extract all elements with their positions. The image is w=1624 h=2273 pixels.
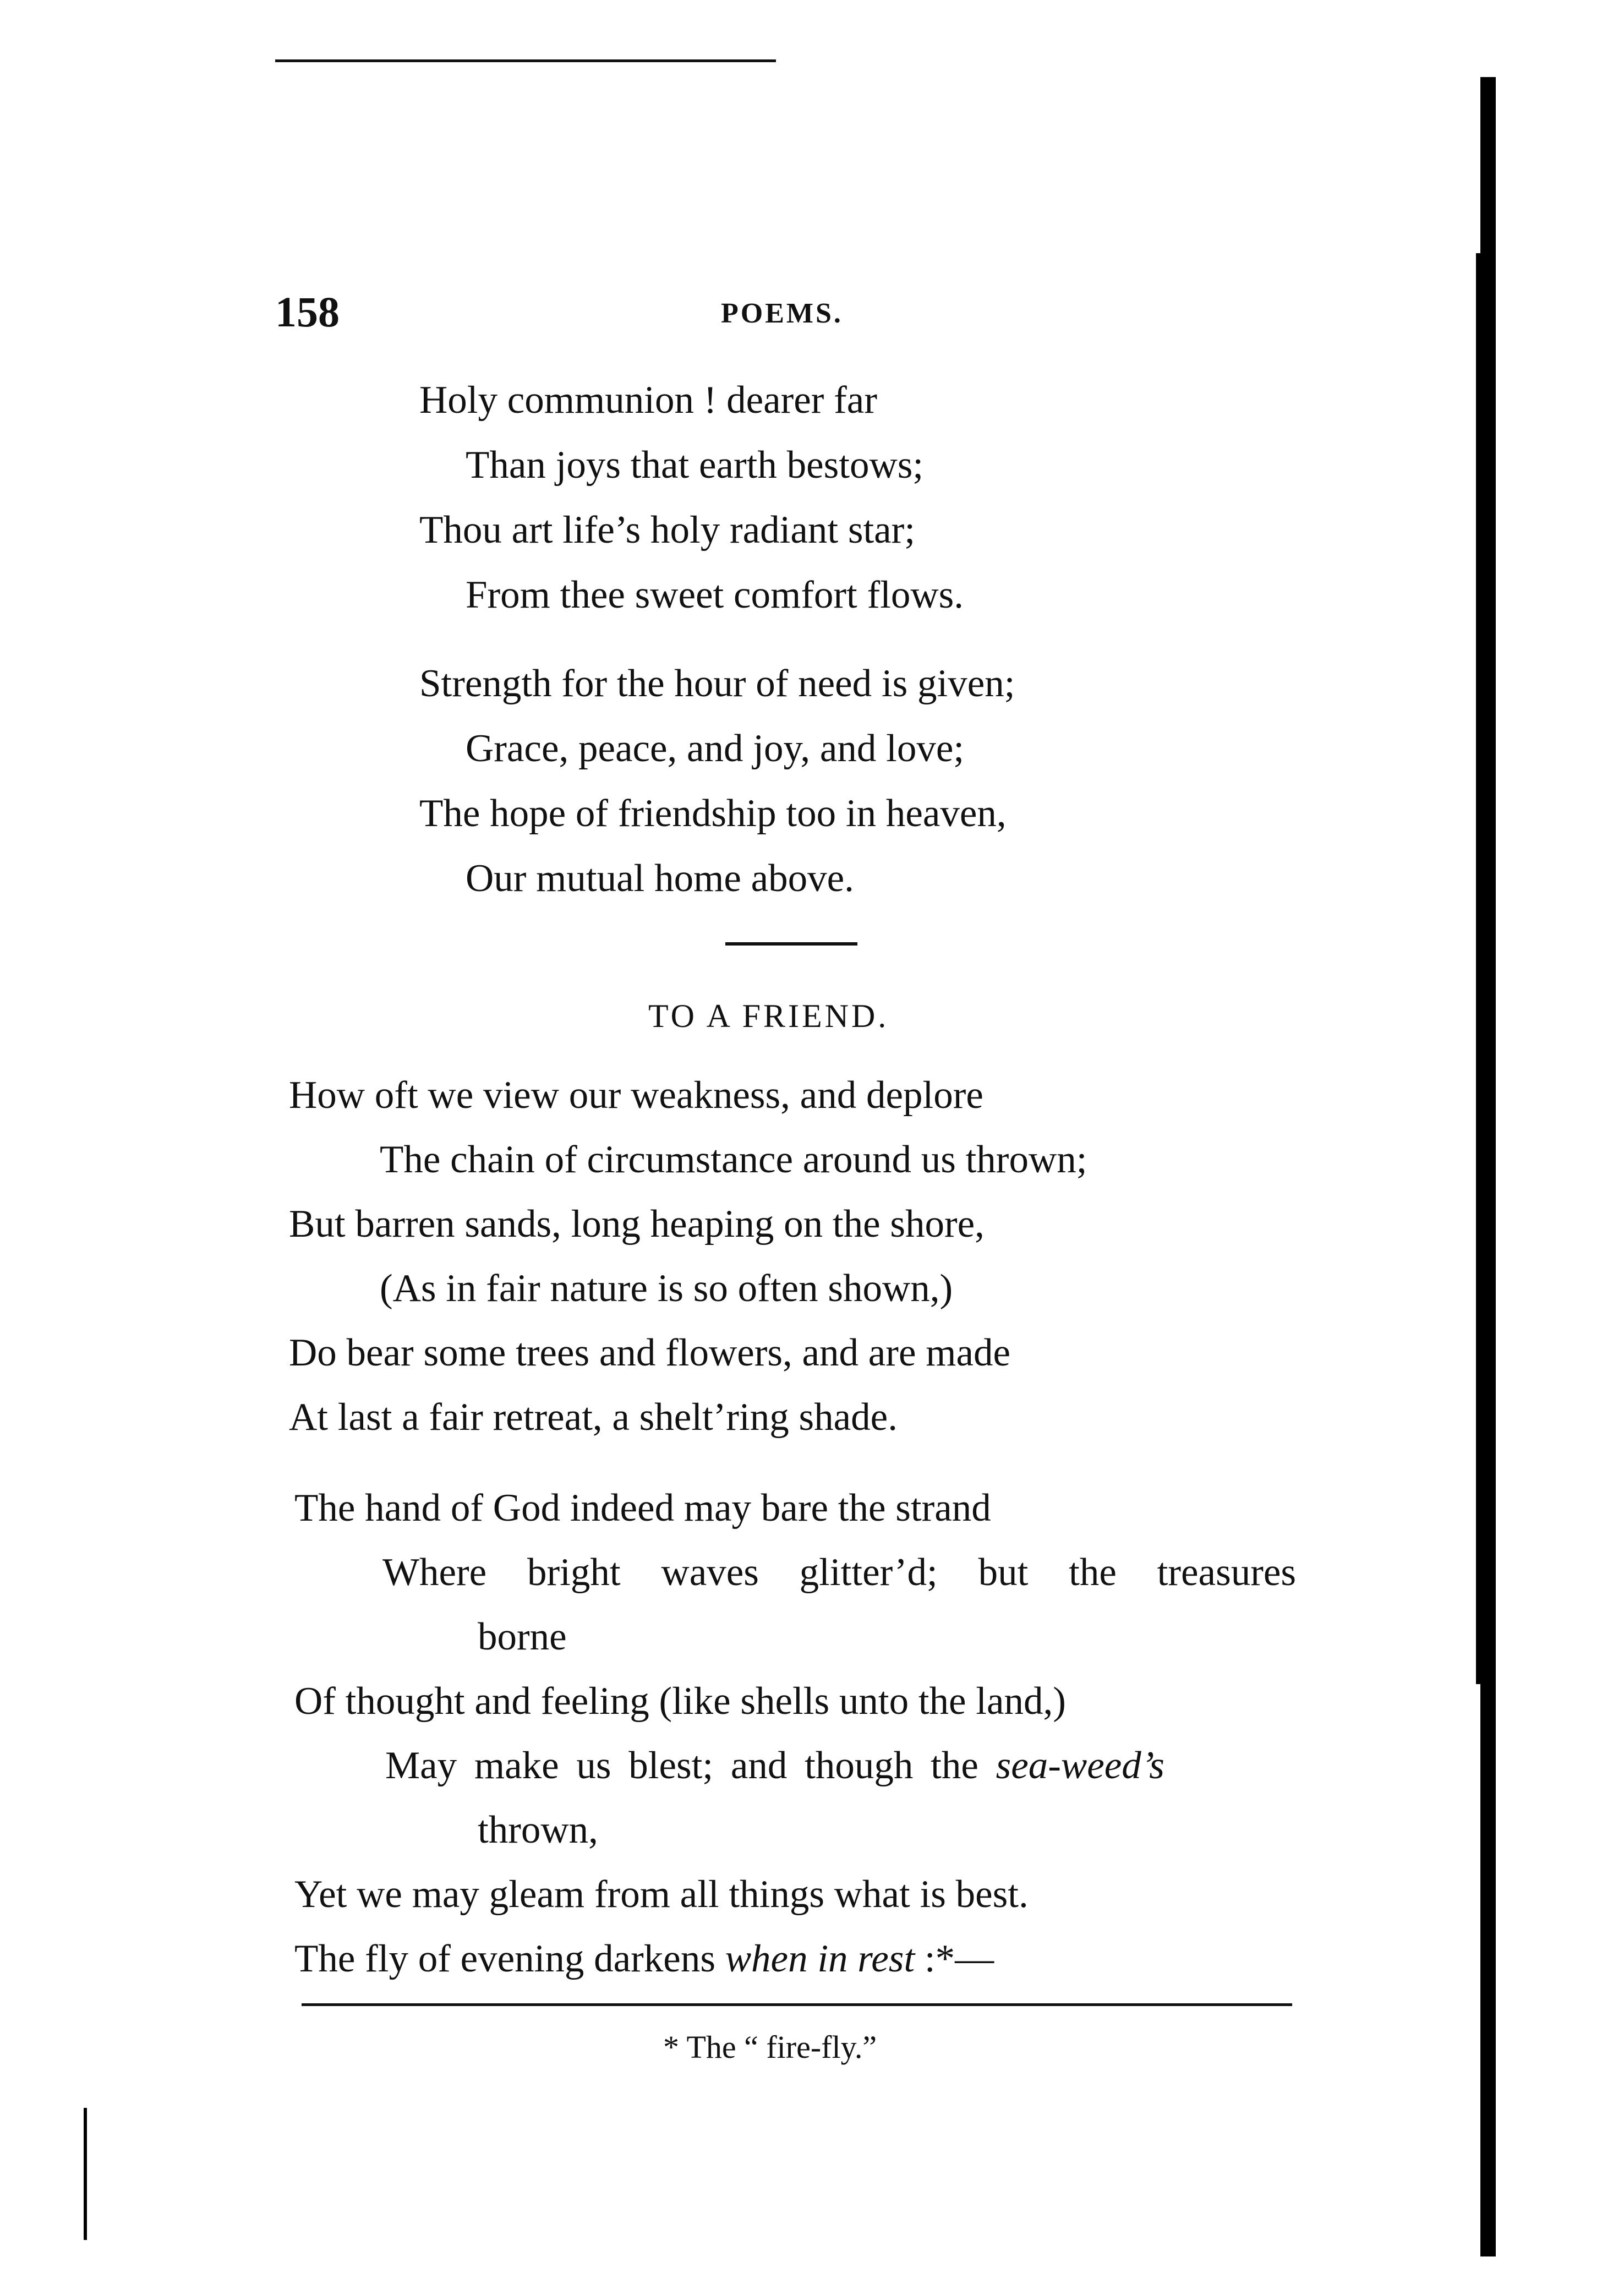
footnote: * The “ fire-fly.” [663, 2029, 877, 2065]
poem1-line: Than joys that earth bestows; [466, 444, 924, 487]
poem2-line: Do bear some trees and flowers, and are made [289, 1331, 1010, 1374]
poem2-line-cont: borne [478, 1615, 567, 1658]
poem2-line: At last a fair retreat, a shelt’ring shade. [289, 1396, 898, 1439]
poem2-line: The hand of God indeed may bare the strand [294, 1487, 991, 1529]
binding-edge-thick [1476, 253, 1496, 1684]
poem-title: TO A FRIEND. [648, 998, 889, 1034]
poem2-line: (As in fair nature is so often shown,) [380, 1267, 953, 1310]
poem2-line: Yet we may gleam from all things what is best. [294, 1873, 1029, 1916]
line-text: May make us blest; and though the [385, 1744, 996, 1787]
poem1-line: Holy communion ! dearer far [419, 379, 877, 422]
running-title: POEMS. [721, 298, 843, 329]
italic-text: sea-weed’s [996, 1744, 1164, 1787]
poem2-line-cont: thrown, [478, 1808, 598, 1851]
page-number: 158 [275, 288, 340, 336]
poem2-line [385, 1746, 1164, 1785]
poem2-line [382, 1553, 1296, 1592]
poem1-line: Strength for the hour of need is given; [419, 662, 1015, 705]
poem1-line: Our mutual home above. [466, 857, 854, 900]
poem1-line: Grace, peace, and joy, and love; [466, 727, 965, 770]
footnote-rule [302, 2003, 1292, 2006]
poem1-line: From thee sweet comfort flows. [466, 573, 964, 616]
poem2-line: But barren sands, long heaping on the shore, [289, 1203, 985, 1245]
line-text: Where bright waves glitter’d; but the treasures [382, 1551, 1296, 1594]
poem1-line: Thou art life’s holy radiant star; [419, 509, 916, 551]
poem2-line [294, 1939, 994, 1979]
poem2-line: How oft we view our weakness, and deplore [289, 1074, 983, 1117]
poem2-line: Of thought and feeling (like shells unto the land,) [294, 1680, 1066, 1723]
line-text: :*— [915, 1937, 994, 1980]
line-text: The fly of evening darkens [294, 1937, 725, 1980]
section-separator [725, 942, 857, 946]
italic-text: when in rest [725, 1937, 915, 1980]
poem2-line: The chain of circumstance around us thrown; [380, 1138, 1087, 1181]
top-stray-rule [275, 59, 776, 62]
left-gutter-edge [84, 2108, 87, 2240]
poem1-line: The hope of friendship too in heaven, [419, 792, 1007, 835]
